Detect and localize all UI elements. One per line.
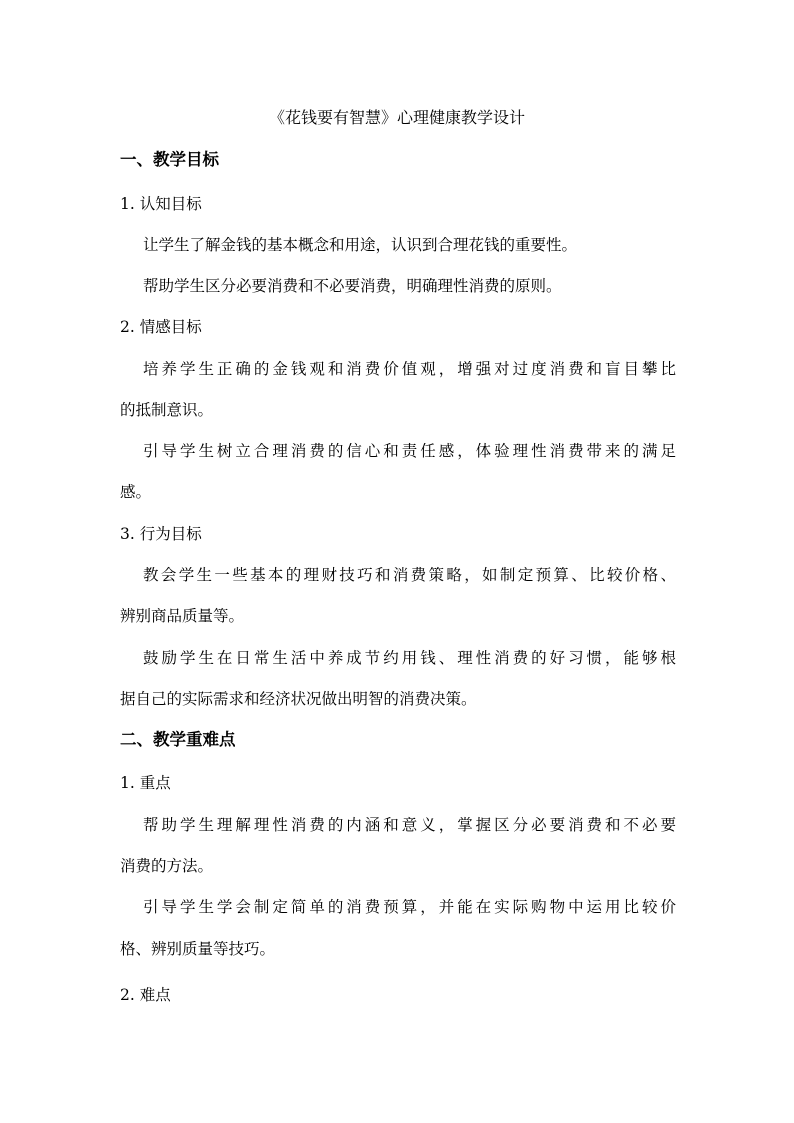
document-title: 《花钱要有智慧》心理健康教学设计 (268, 108, 525, 127)
paragraph-line: 帮助学生区分必要消费和不必要消费，明确理性消费的原则。 (143, 277, 562, 295)
paragraph-line: 引导学生学会制定简单的消费预算，并能在实际购物中运用比较价 (143, 898, 676, 916)
paragraph-line: 让学生了解金钱的基本概念和用途，认识到合理花钱的重要性。 (143, 236, 578, 254)
paragraph-line: 格、辨别质量等技巧。 (120, 940, 276, 958)
paragraph-line: 的抵制意识。 (120, 401, 214, 419)
paragraph-line: 培养学生正确的金钱观和消费价值观，增强对过度消费和盲目攀比 (143, 360, 676, 378)
paragraph-line: 辨别商品质量等。 (120, 607, 245, 625)
paragraph-line: 感。 (120, 483, 152, 501)
paragraph-line: 帮助学生理解理性消费的内涵和意义，掌握区分必要消费和不必要 (143, 816, 676, 834)
subheading-difficulties: 2. 难点 (120, 986, 171, 1004)
section-heading-teaching-goals: 一、教学目标 (120, 150, 219, 169)
subheading-key-points: 1. 重点 (120, 774, 171, 792)
paragraph-line: 据自己的实际需求和经济状况做出明智的消费决策。 (120, 690, 477, 708)
section-heading-key-points: 二、教学重难点 (120, 730, 236, 749)
subheading-cognitive-goals: 1. 认知目标 (120, 195, 202, 213)
paragraph-line: 鼓励学生在日常生活中养成节约用钱、理性消费的好习惯，能够根 (143, 649, 676, 667)
paragraph-line: 引导学生树立合理消费的信心和责任感，体验理性消费带来的满足 (143, 442, 676, 460)
paragraph-line: 教会学生一些基本的理财技巧和消费策略，如制定预算、比较价格、 (143, 566, 676, 584)
subheading-emotional-goals: 2. 情感目标 (120, 318, 202, 336)
paragraph-line: 消费的方法。 (120, 857, 214, 875)
subheading-behavior-goals: 3. 行为目标 (120, 525, 202, 543)
